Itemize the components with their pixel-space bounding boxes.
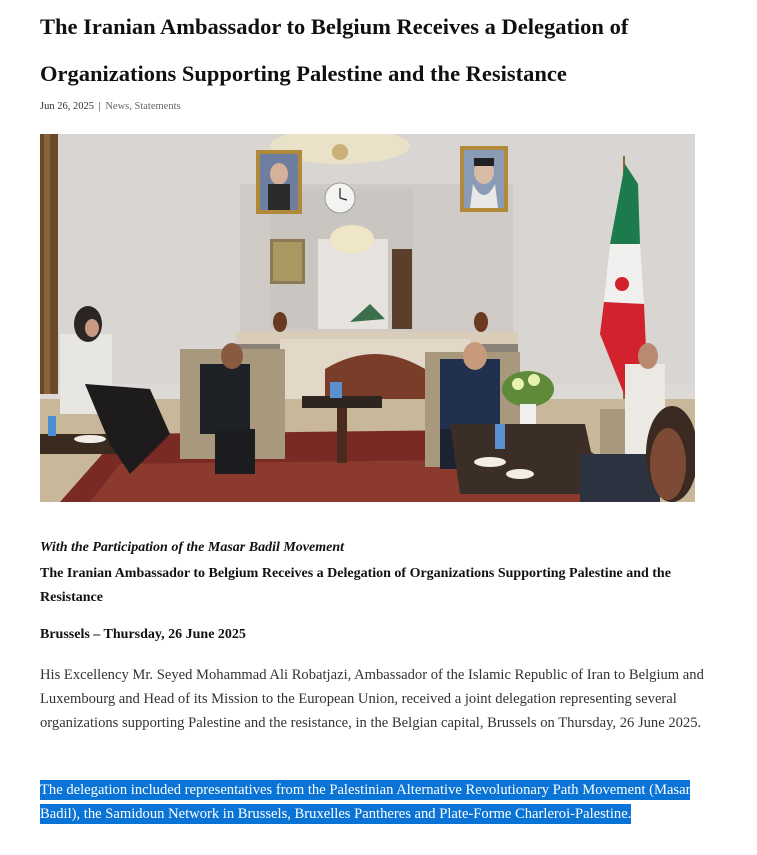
article-title: The Iranian Ambassador to Belgium Receives a Delegation of Organizations Supporting Palestine and the Resistance <box>40 14 629 86</box>
article-paragraph-1: His Excellency Mr. Seyed Mohammad Ali Robatjazi, Ambassador of the Islamic Republic of Iran to Belgium and Luxembourg and Head of its Mission to the European Union, received a joint delegation representing several organizations supporting Palestine and the resistance, in the Belgian capital, Brussels on Thursday, 26 June 2025. <box>40 667 704 731</box>
article-subheading: The Iranian Ambassador to Belgium Receives a Delegation of Organizations Supporting Palestine and the Resistance <box>40 566 671 605</box>
article-subtitle-italic: With the Participation of the Masar Badil Movement <box>40 540 345 555</box>
category-link-news[interactable]: News <box>105 101 130 112</box>
article-photo <box>40 134 695 502</box>
meta-separator: | <box>98 101 101 112</box>
article-dateline: Brussels – Thursday, 26 June 2025 <box>40 627 246 642</box>
category-link-statements[interactable]: Statements <box>134 101 181 112</box>
category-joiner: , <box>129 101 135 112</box>
article-paragraph-2-selected <box>40 778 720 826</box>
selected-text[interactable]: The delegation included representatives from the Palestinian Alternative Revolutionary Path Movement (Masar Badil), the Samidoun Network in Brussels, Bruxelles Pantheres and Plate-Forme Charleroi-Palestine. <box>40 782 691 822</box>
post-date: Jun 26, 2025 <box>40 101 94 112</box>
article-meta <box>40 101 181 112</box>
